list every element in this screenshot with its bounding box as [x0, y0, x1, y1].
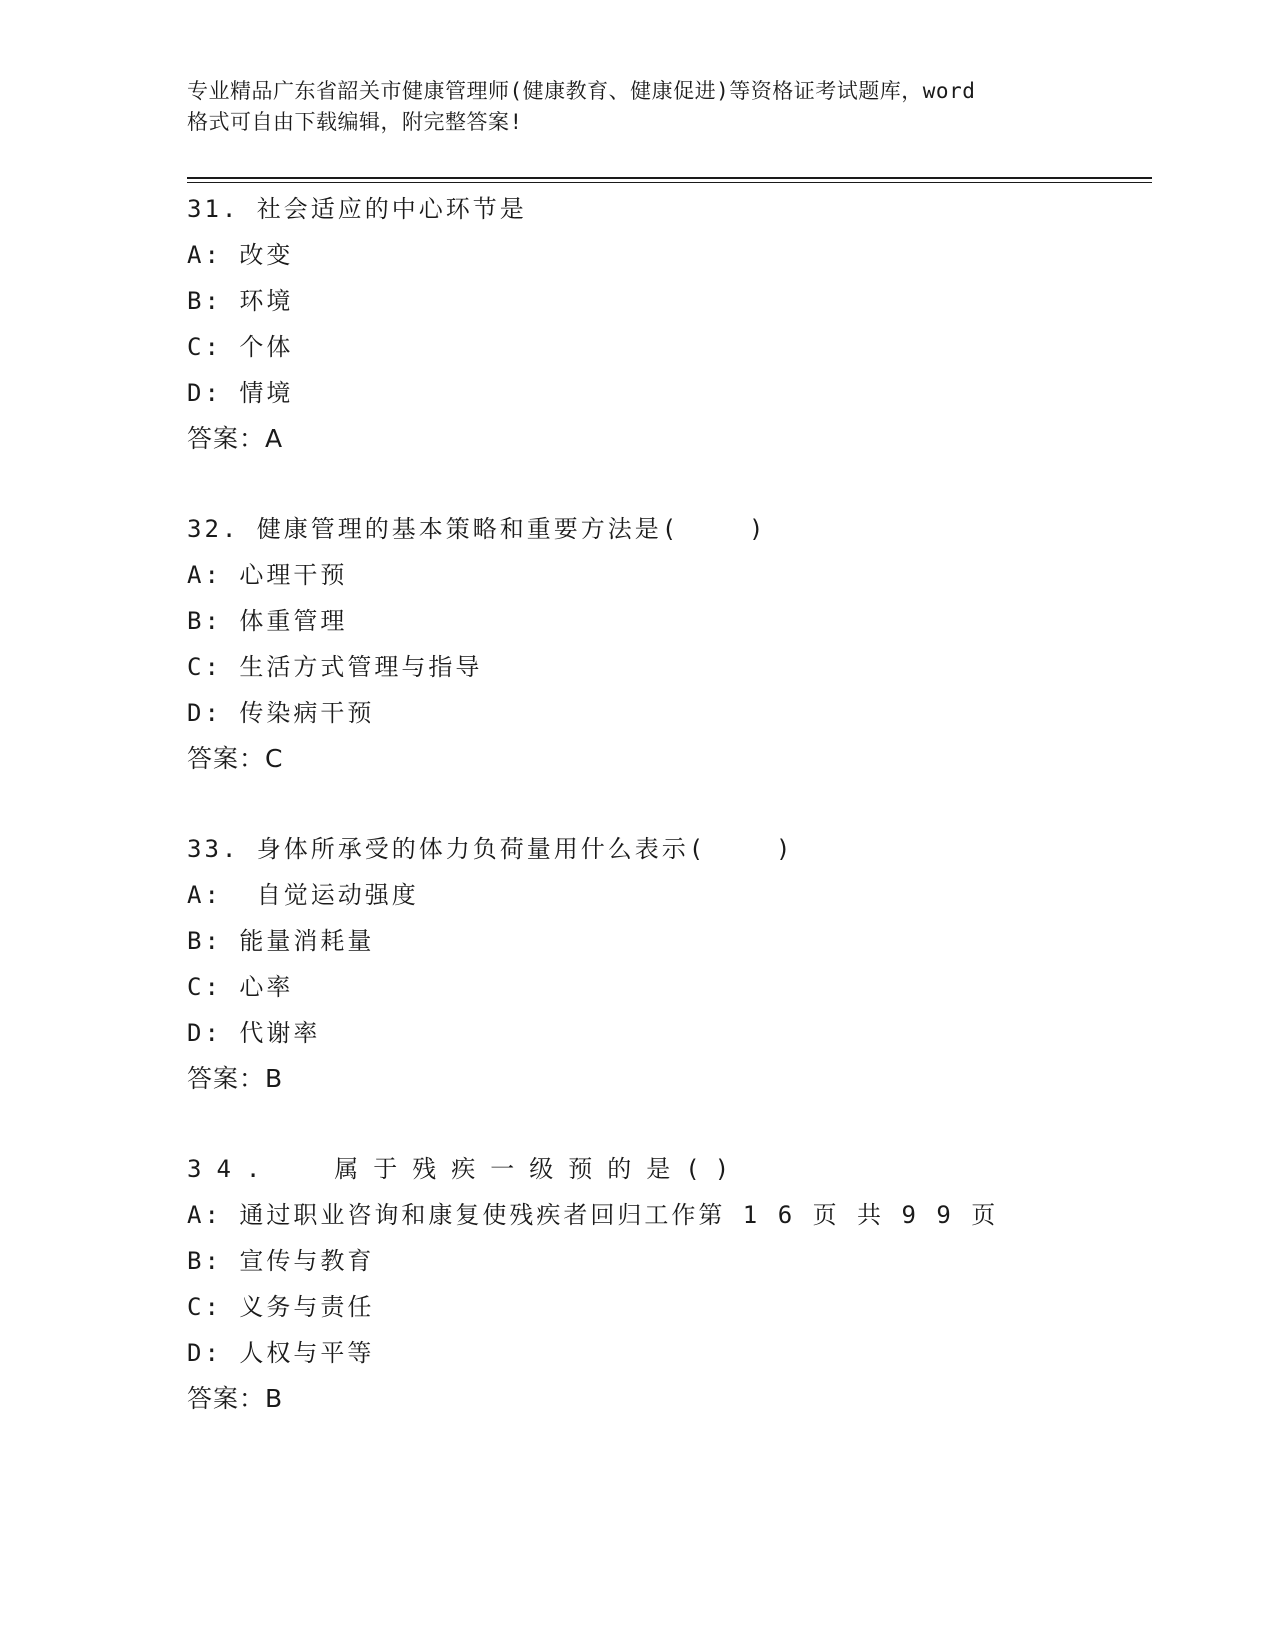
answer-key: 答案：B: [187, 1384, 284, 1413]
answer-key: 答案：A: [187, 424, 284, 453]
question-block-31: [187, 186, 527, 462]
option-d: D: 传染病干预: [187, 699, 375, 727]
option-c: C: 义务与责任: [187, 1293, 375, 1321]
option-c: C: 生活方式管理与指导: [187, 653, 483, 681]
option-a: A: 心理干预: [187, 561, 348, 589]
option-b: B: 能量消耗量: [187, 927, 375, 955]
answer-key: 答案：C: [187, 744, 284, 773]
question-stem: 31. 社会适应的中心环节是: [187, 195, 527, 223]
option-b: B: 体重管理: [187, 607, 348, 635]
option-d: D: 情境: [187, 379, 294, 407]
option-a: A: 改变: [187, 241, 294, 269]
option-d: D: 人权与平等: [187, 1339, 375, 1367]
question-stem: 32. 健康管理的基本策略和重要方法是( ): [187, 515, 767, 543]
document-header: [187, 76, 1087, 138]
answer-key: 答案：B: [187, 1064, 284, 1093]
option-a: A: 通过职业咨询和康复使残疾者回归工作第 1 6 页 共 9 9 页: [187, 1201, 999, 1229]
option-a: A: 自觉运动强度: [187, 881, 419, 909]
question-block-34: [187, 1146, 998, 1422]
header-line-1: 专业精品广东省韶关市健康管理师(健康教育、健康促进)等资格证考试题库，word: [187, 79, 976, 103]
question-stem: 33. 身体所承受的体力负荷量用什么表示( ): [187, 835, 794, 863]
header-divider-thick: [187, 177, 1152, 179]
option-b: B: 环境: [187, 287, 294, 315]
option-c: C: 个体: [187, 333, 294, 361]
header-line-2: 格式可自由下载编辑，附完整答案!: [187, 110, 523, 134]
header-divider-thin: [187, 182, 1152, 183]
question-block-33: [187, 826, 794, 1102]
option-b: B: 宣传与教育: [187, 1247, 375, 1275]
question-stem: 34. 属于残疾一级预的是(): [187, 1155, 745, 1183]
option-c: C: 心率: [187, 973, 294, 1001]
option-d: D: 代谢率: [187, 1019, 321, 1047]
question-block-32: [187, 506, 767, 782]
